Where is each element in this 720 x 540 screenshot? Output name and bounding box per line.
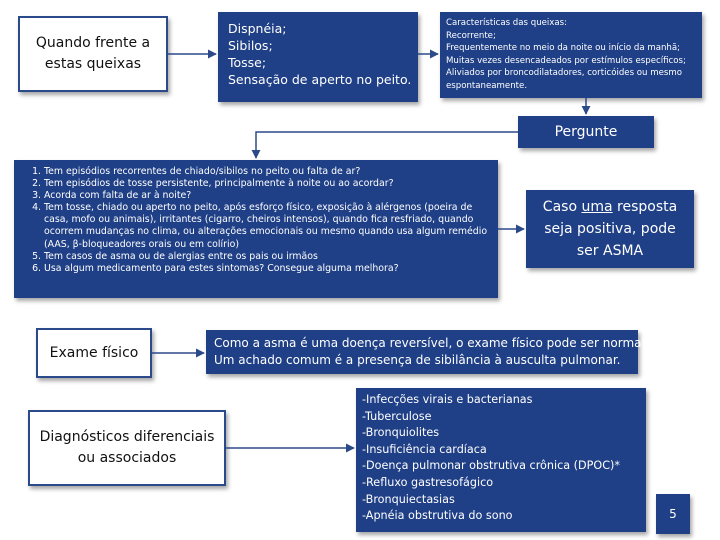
ask-label: Pergunte [554,124,618,140]
question-item: 3. Acorda com falta de ar à noite? [44,190,488,202]
exam-note-line-1: Como a asma é uma doença reversível, o exame físico pode ser normal. [214,336,649,350]
differential-item: -Refluxo gastresofágico [362,475,494,489]
question-item: 5. Tem casos de asma ou de alergias entre os pais ou irmãos [44,251,488,263]
differential-title-1: Diagnósticos diferenciais [39,429,215,445]
characteristic-3: Muitas vezes desencadeados por estímulos específicos; [446,55,686,66]
result-prefix: Caso [542,199,582,215]
differential-item: -Doença pulmonar obstrutiva crônica (DPOC)* [362,459,620,473]
result-suffix: resposta [612,199,678,215]
differential-item: -Infecções virais e bacterianas [362,393,533,406]
page-number-box [656,494,690,534]
complaints-intro-line-2: estas queixas [44,56,142,72]
characteristic-1: Recorrente; [446,30,496,41]
symptom-4: Sensação de aperto no peito. [228,72,412,87]
exam-note-box [206,330,649,374]
ask-box [518,116,654,148]
exam-note-line-2: Um achado comum é a presença de sibilância à ausculta pulmonar. [214,353,621,367]
symptom-3: Tosse; [228,55,267,70]
symptoms-box [218,12,418,102]
arrow-ask-to-questions [256,132,518,158]
questions-list [20,166,488,275]
question-item: 4. Tem tosse, chiado ou aperto no peito, após esforço físico, exposição à alérgenos (poeira de casa, mofo ou animais), irritantes (cigarro, cheiros intensos), quando fica resfriado, quando ocorrem mudanças no clima, ou alterações emocionais ou mesmo quando usa algum remédio (AAS, β-bloqueadores orais ou em colírio) [44,202,488,250]
result-line-1 [543,196,677,218]
symptom-1: Dispnéia; [228,21,287,36]
result-box [526,190,694,268]
characteristic-5: espontaneamente. [446,80,528,91]
differential-item: -Apnéia obstrutiva do sono [362,509,513,523]
question-item: 6. Usa algum medicamento para estes sintomas? Consegue alguma melhora? [44,263,488,275]
exam-box [36,328,152,378]
differentials-box [356,388,646,532]
differential-item: -Tuberculose [362,409,432,423]
result-line-3: ser ASMA [576,243,644,259]
result-emphasis: uma [581,199,613,215]
differential-item: -Insuficiência cardíaca [362,442,487,456]
exam-label: Exame físico [49,345,139,361]
differential-item: -Bronquiolites [362,426,440,440]
result-line-2: seja positiva, pode [544,221,676,237]
complaints-intro-box [18,16,168,92]
characteristic-2: Frequentemente no meio da noite ou início da manhã; [446,43,681,53]
question-item: 2. Tem episódios de tosse persistente, principalmente à noite ou ao acordar? [44,178,488,190]
page-number: 5 [669,507,677,521]
symptom-2: Sibilos; [228,38,273,53]
differential-item: -Bronquiectasias [362,492,455,506]
characteristics-title: Características das queixas: [446,18,568,28]
differential-title-2: ou associados [77,450,177,466]
questions-box [14,160,498,298]
complaints-intro-line-1: Quando frente a [35,35,151,51]
question-item: 1. Tem episódios recorrentes de chiado/sibilos no peito ou falta de ar? [44,166,488,178]
characteristics-box [440,12,702,98]
differential-box [28,410,226,486]
characteristic-4: Aliviados por broncodilatadores, corticóides ou mesmo [446,68,682,78]
